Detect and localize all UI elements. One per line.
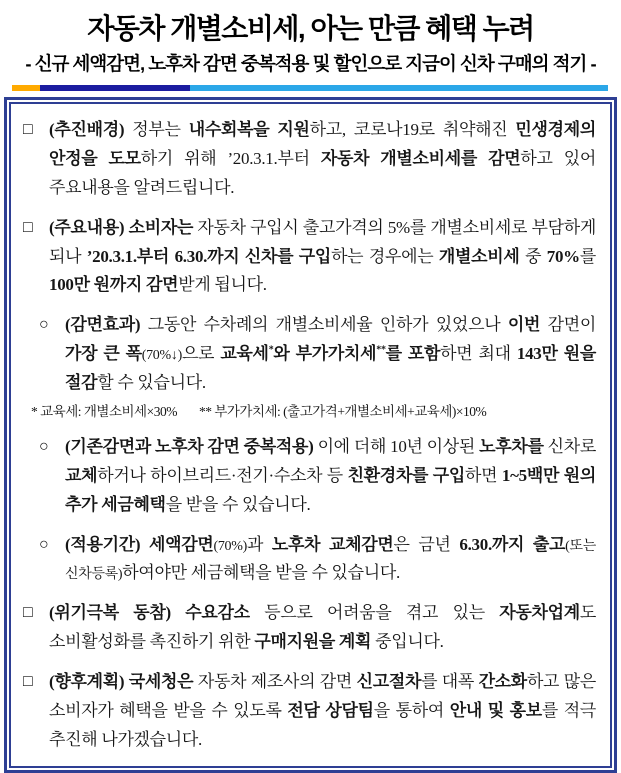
bullet-marker: ○ — [39, 437, 49, 455]
bullet-marker: □ — [23, 218, 33, 236]
bullet-marker: □ — [23, 604, 33, 622]
accent-bar-navy — [40, 85, 190, 91]
paragraph-text: (향후계획) 국세청은 자동차 제조사의 감면 신고절차를 대폭 간소화하고 많은 소비자가 혜택을 받을 수 있도록 전담 상담팀을 통하여 안내 및 홍보를 적극 추진해 나가겠습니다. — [49, 672, 596, 749]
bullet-marker: ○ — [39, 316, 49, 334]
paragraph-text: (추진배경) 정부는 내수회복을 지원하고, 코로나19로 취약해진 민생경제의 안정을 도모하기 위해 ’20.3.1.부터 자동차 개별소비세를 감면하고 있어 주요내용을 알려드립니다. — [49, 120, 597, 197]
paragraph-text: * 교육세: 개별소비세×30% ** 부가가치세: (출고가격+개별소비세+교육세)×10% — [31, 404, 487, 420]
paragraph-text: (위기극복 동참) 수요감소 등으로 어려움을 겪고 있는 자동차업계도 소비활성화를 촉진하기 위한 구매지원을 계획 중입니다. — [49, 603, 597, 652]
para-reduction-effect — [23, 311, 596, 398]
bullet-marker: ○ — [39, 535, 49, 553]
page-subtitle: - 신규 세액감면, 노후차 감면 중복적용 및 할인으로 지금이 신차 구매의 적기 - — [25, 53, 596, 74]
bullet-marker: □ — [23, 121, 33, 138]
accent-bar-orange — [12, 85, 40, 91]
paragraph-text: (적용기간) 세액감면(70%)과 노후차 교체감면은 금년 6.30.까지 출고(또는 신차등록)하여야만 세금혜택을 받을 수 있습니다. — [65, 534, 596, 583]
paragraph-text: (감면효과) 그동안 수차례의 개별소비세율 인하가 있었으나 이번 감면이 가장 큰 폭(70%↓)으로 교육세*와 부가가치세**를 포함하면 최대 143만 원을 절감할 수 있습니다. — [65, 315, 596, 393]
para-old-car-overlap — [23, 433, 596, 520]
content-box — [4, 97, 617, 773]
para-footnote — [23, 403, 596, 422]
para-application-period — [23, 531, 596, 589]
para-future-plan — [23, 668, 596, 755]
para-background — [23, 116, 596, 203]
paragraph-list — [9, 102, 612, 768]
accent-bar — [12, 85, 608, 91]
page-title: 자동차 개별소비세, 아는 만큼 혜택 누려 — [87, 13, 534, 44]
paragraph-text: (기존감면과 노후차 감면 중복적용) 이에 더해 10년 이상된 노후차를 신차로 교체하거나 하이브리드·전기·수소차 등 친환경차를 구입하면 1~5백만 원의 추가 세금혜택을 받을 수 있습니다. — [65, 436, 596, 514]
bullet-marker: □ — [23, 673, 33, 691]
paragraph-text: (주요내용) 소비자는 자동차 구입시 출고가격의 5%를 개별소비세로 부담하게 되나 ’20.3.1.부터 6.30.까지 신차를 구입하는 경우에는 개별소비세 중 70%를 100만 원까지 감면받게 됩니다. — [49, 217, 596, 295]
accent-bar-sky — [190, 85, 608, 91]
para-main-content — [23, 214, 596, 301]
para-crisis-participation — [23, 599, 596, 657]
